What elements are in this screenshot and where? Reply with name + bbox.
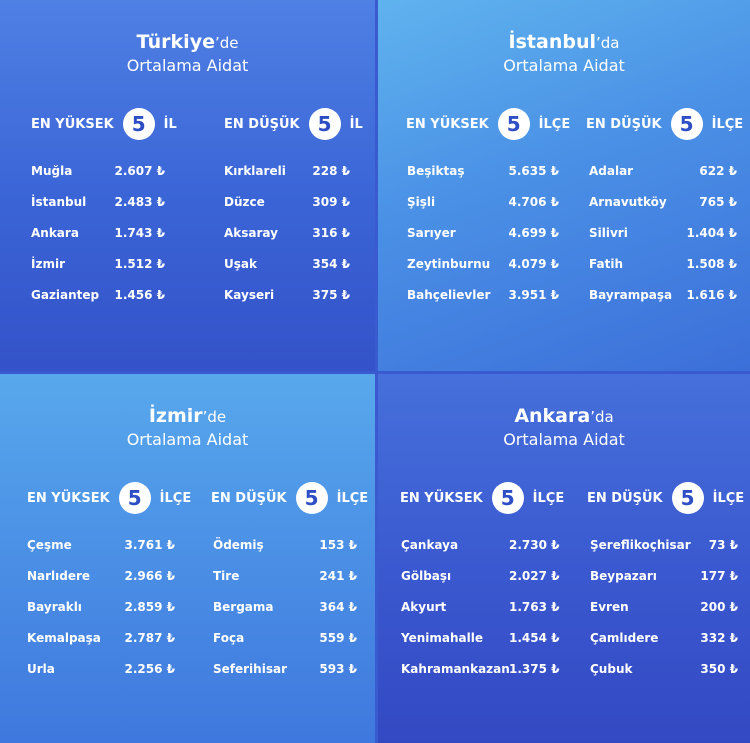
high-header — [400, 482, 564, 514]
average-value: 2.787 ₺ — [124, 631, 175, 645]
average-value: 200 ₺ — [700, 600, 738, 614]
panel-turkiye — [0, 0, 375, 371]
district-name: Fatih — [589, 257, 623, 271]
average-value: 177 ₺ — [700, 569, 738, 583]
average-value: 559 ₺ — [319, 631, 357, 645]
panel-title-suffix: ’da — [590, 408, 614, 426]
average-value: 1.454 ₺ — [509, 631, 560, 645]
panel-title-suffix: ’da — [595, 34, 620, 52]
low-header — [587, 482, 744, 514]
average-value: 3.951 ₺ — [508, 288, 559, 302]
panel-title-suffix: ’de — [214, 34, 239, 52]
panel-title — [378, 30, 750, 77]
average-value: 1.743 ₺ — [114, 226, 165, 240]
low-count-circle: 5 — [296, 482, 328, 514]
average-value: 2.483 ₺ — [114, 195, 165, 209]
high-header-label: EN YÜKSEK — [406, 116, 489, 132]
district-name: Seferihisar — [213, 662, 287, 676]
district-name: Kemalpaşa — [27, 631, 101, 645]
average-value: 2.027 ₺ — [509, 569, 560, 583]
high-header-unit: İLÇE — [538, 116, 571, 132]
low-header-unit: İL — [349, 116, 363, 132]
district-name: Ankara — [31, 226, 79, 240]
district-name: Tire — [213, 569, 240, 583]
district-name: Akyurt — [401, 600, 447, 614]
average-value: 2.256 ₺ — [124, 662, 175, 676]
district-name: Şereflikoçhisar — [590, 538, 691, 552]
average-value: 316 ₺ — [312, 226, 350, 240]
district-name: Aksaray — [224, 226, 278, 240]
district-name: Adalar — [589, 164, 634, 178]
high-count-circle: 5 — [498, 108, 530, 140]
high-header-unit: İLÇE — [159, 490, 192, 506]
high-header-label: EN YÜKSEK — [31, 116, 114, 132]
average-value: 593 ₺ — [319, 662, 357, 676]
average-value: 4.079 ₺ — [508, 257, 559, 271]
average-value: 1.508 ₺ — [686, 257, 737, 271]
low-header-label: EN DÜŞÜK — [224, 116, 300, 132]
average-value: 153 ₺ — [319, 538, 357, 552]
low-header — [224, 108, 363, 140]
high-count-circle: 5 — [123, 108, 155, 140]
average-value: 5.635 ₺ — [508, 164, 559, 178]
average-value: 1.375 ₺ — [509, 662, 560, 676]
high-header — [27, 482, 191, 514]
panel-title-name: Türkiye — [136, 31, 215, 53]
district-name: Kırklareli — [224, 164, 286, 178]
district-name: Kayseri — [224, 288, 275, 302]
high-header-unit: İL — [163, 116, 177, 132]
district-name: Çankaya — [401, 538, 459, 552]
district-name: Gölbaşı — [401, 569, 452, 583]
panel-title-name: Ankara — [514, 405, 591, 427]
low-header-unit: İLÇE — [712, 490, 745, 506]
district-name: Bayrampaşa — [589, 288, 673, 302]
panel-ankara — [378, 374, 750, 743]
average-value: 1.456 ₺ — [114, 288, 165, 302]
high-header-label: EN YÜKSEK — [400, 490, 483, 506]
district-name: İzmir — [31, 257, 65, 271]
average-value: 354 ₺ — [312, 257, 350, 271]
panel-title — [0, 30, 375, 77]
low-count-circle: 5 — [309, 108, 341, 140]
district-name: Zeytinburnu — [407, 257, 491, 271]
district-name: Çeşme — [27, 538, 72, 552]
panel-subtitle: Ortalama Aidat — [503, 430, 625, 449]
district-name: Bahçelievler — [407, 288, 491, 302]
average-value: 1.763 ₺ — [509, 600, 560, 614]
average-value: 622 ₺ — [699, 164, 737, 178]
district-name: Düzce — [224, 195, 265, 209]
average-value: 228 ₺ — [312, 164, 350, 178]
average-value: 4.699 ₺ — [508, 226, 559, 240]
district-name: Çubuk — [590, 662, 633, 676]
district-name: Şişli — [407, 195, 436, 209]
district-name: Bergama — [213, 600, 274, 614]
high-count-circle: 5 — [492, 482, 524, 514]
district-name: Kahramankazan — [401, 662, 510, 676]
average-value: 1.512 ₺ — [114, 257, 165, 271]
high-header-unit: İLÇE — [532, 490, 565, 506]
average-value: 1.616 ₺ — [686, 288, 737, 302]
low-header-label: EN DÜŞÜK — [211, 490, 287, 506]
panel-subtitle: Ortalama Aidat — [503, 56, 625, 75]
high-header-label: EN YÜKSEK — [27, 490, 110, 506]
average-value: 73 ₺ — [708, 538, 738, 552]
average-value: 350 ₺ — [700, 662, 738, 676]
high-count-circle: 5 — [119, 482, 151, 514]
panel-title-name: İzmir — [148, 405, 203, 427]
average-value: 2.966 ₺ — [124, 569, 175, 583]
district-name: Ödemiş — [213, 538, 264, 552]
high-header — [31, 108, 177, 140]
panel-title-suffix: ’de — [202, 408, 227, 426]
panel-title — [378, 404, 750, 451]
low-header — [586, 108, 743, 140]
average-value: 2.859 ₺ — [124, 600, 175, 614]
average-value: 2.607 ₺ — [114, 164, 165, 178]
average-value: 241 ₺ — [319, 569, 357, 583]
district-name: Arnavutköy — [589, 195, 667, 209]
low-header-unit: İLÇE — [336, 490, 369, 506]
district-name: Evren — [590, 600, 629, 614]
district-name: Sarıyer — [407, 226, 456, 240]
low-header-label: EN DÜŞÜK — [587, 490, 663, 506]
high-header — [406, 108, 570, 140]
district-name: Urla — [27, 662, 55, 676]
average-value: 309 ₺ — [312, 195, 350, 209]
low-header-unit: İLÇE — [711, 116, 744, 132]
district-name: Beypazarı — [590, 569, 657, 583]
district-name: Muğla — [31, 164, 73, 178]
district-name: İstanbul — [31, 195, 87, 209]
district-name: Silivri — [589, 226, 628, 240]
district-name: Foça — [213, 631, 245, 645]
average-value: 765 ₺ — [699, 195, 737, 209]
district-name: Gaziantep — [31, 288, 100, 302]
average-value: 364 ₺ — [319, 600, 357, 614]
low-header — [211, 482, 368, 514]
panel-istanbul — [378, 0, 750, 371]
panel-title — [0, 404, 375, 451]
average-value: 3.761 ₺ — [124, 538, 175, 552]
panel-title-name: İstanbul — [508, 31, 596, 53]
panel-izmir — [0, 374, 375, 743]
average-value: 332 ₺ — [700, 631, 738, 645]
panel-subtitle: Ortalama Aidat — [126, 56, 249, 75]
district-name: Bayraklı — [27, 600, 82, 614]
average-value: 375 ₺ — [312, 288, 350, 302]
average-value: 4.706 ₺ — [508, 195, 559, 209]
low-header-label: EN DÜŞÜK — [586, 116, 662, 132]
district-name: Beşiktaş — [407, 164, 465, 178]
average-value: 1.404 ₺ — [686, 226, 737, 240]
low-count-circle: 5 — [672, 482, 704, 514]
district-name: Çamlıdere — [590, 631, 659, 645]
panel-subtitle: Ortalama Aidat — [126, 430, 249, 449]
low-count-circle: 5 — [671, 108, 703, 140]
district-name: Yenimahalle — [401, 631, 483, 645]
district-name: Uşak — [224, 257, 257, 271]
district-name: Narlıdere — [27, 569, 91, 583]
average-value: 2.730 ₺ — [509, 538, 560, 552]
